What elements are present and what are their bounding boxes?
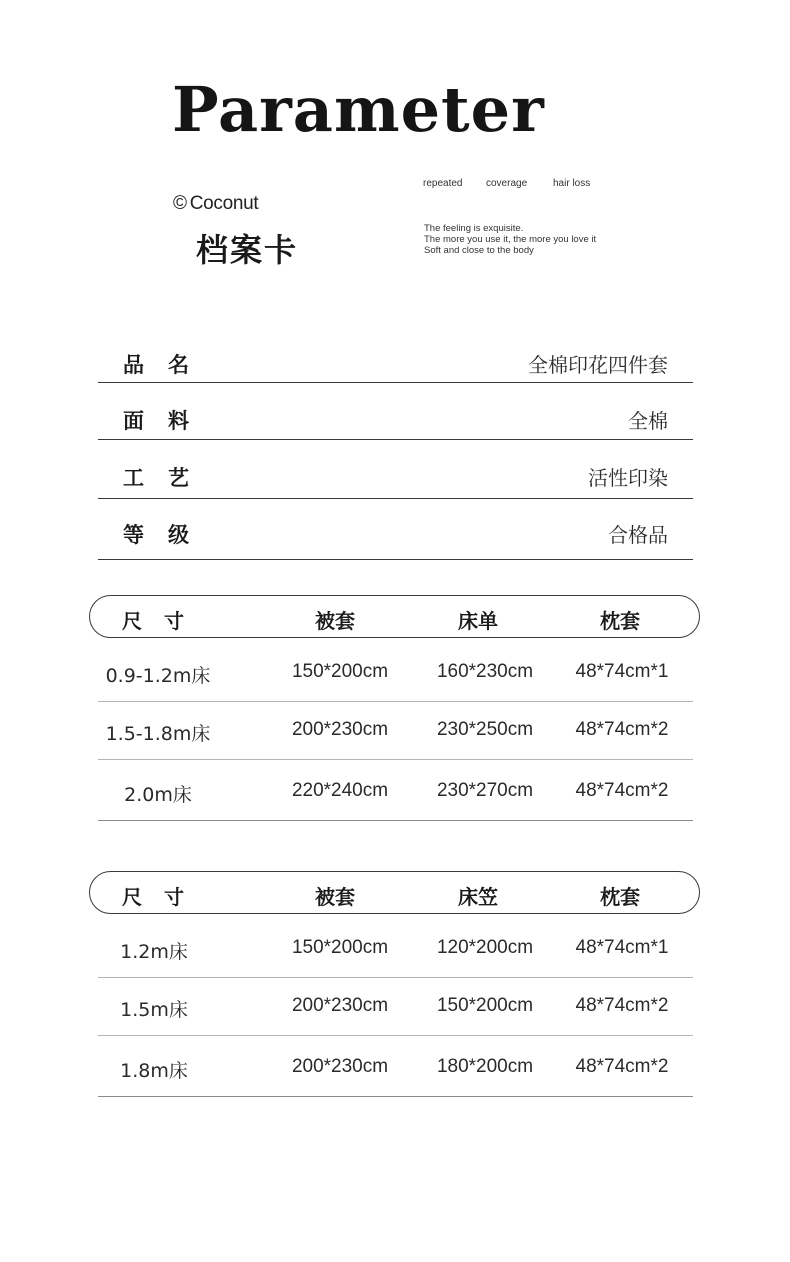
table1-cell-pillow: 48*74cm*1 — [575, 661, 669, 682]
row-divider — [98, 977, 693, 978]
table1-cell-sheet: 230*270cm — [436, 780, 534, 801]
table1-cell-pillow: 48*74cm*2 — [575, 780, 669, 801]
card-title: 档案卡 — [196, 231, 299, 269]
param-label: 品名 — [123, 353, 213, 377]
row-divider — [98, 701, 693, 702]
table2-cell-fitted-sheet: 150*200cm — [436, 995, 534, 1016]
table1-header — [89, 595, 700, 638]
param-value: 活性印染 — [588, 466, 668, 490]
copyright-icon: © — [173, 193, 187, 214]
table2-header-pillow: 枕套 — [600, 885, 640, 909]
table1-header-duvet: 被套 — [315, 609, 355, 633]
tag-hair-loss: hair loss — [553, 178, 591, 189]
table2-cell-size: 1.8m床 — [120, 1060, 188, 1082]
param-row-name — [98, 340, 693, 383]
table2-cell-duvet: 200*230cm — [291, 1056, 389, 1077]
tagline-line-1: The feeling is exquisite. — [424, 223, 524, 234]
brand-name: Coconut — [189, 193, 259, 214]
table1-cell-duvet: 150*200cm — [291, 661, 389, 682]
table2-cell-pillow: 48*74cm*1 — [575, 937, 669, 958]
row-divider — [98, 820, 693, 821]
row-divider — [98, 1035, 693, 1036]
param-value: 合格品 — [608, 523, 668, 547]
tag-coverage: coverage — [486, 178, 528, 189]
tagline — [424, 223, 596, 256]
row-divider — [98, 759, 693, 760]
page-title: Parameter — [172, 73, 545, 146]
table1-cell-sheet: 160*230cm — [436, 661, 534, 682]
tagline-line-2: The more you use it, the more you love it — [424, 234, 597, 245]
table2-cell-duvet: 150*200cm — [291, 937, 389, 958]
table2-header-fitted-sheet: 床笠 — [458, 885, 498, 909]
table1-header-size: 尺寸 — [122, 609, 206, 633]
table2-cell-fitted-sheet: 180*200cm — [436, 1056, 534, 1077]
tagline-line-3: Soft and close to the body — [424, 245, 534, 256]
param-label: 等级 — [123, 523, 213, 547]
table2-cell-pillow: 48*74cm*2 — [575, 1056, 669, 1077]
table2-cell-pillow: 48*74cm*2 — [575, 995, 669, 1016]
row-divider — [98, 1096, 693, 1097]
table1-cell-size: 2.0m床 — [124, 784, 192, 806]
table1-cell-duvet: 200*230cm — [291, 719, 389, 740]
tag-list — [423, 178, 590, 189]
table1-cell-duvet: 220*240cm — [291, 780, 389, 801]
param-value: 全棉 — [628, 409, 668, 433]
table2-cell-fitted-sheet: 120*200cm — [436, 937, 534, 958]
table2-cell-size: 1.2m床 — [120, 941, 188, 963]
table2-header-duvet: 被套 — [315, 885, 355, 909]
param-value: 全棉印花四件套 — [528, 353, 668, 377]
table2-cell-duvet: 200*230cm — [291, 995, 389, 1016]
table2-header — [89, 871, 700, 914]
param-label: 面料 — [123, 409, 213, 433]
tag-repeated: repeated — [423, 178, 463, 189]
param-row-craft — [98, 440, 693, 499]
param-row-grade — [98, 499, 693, 560]
table1-cell-sheet: 230*250cm — [436, 719, 534, 740]
brand — [173, 193, 258, 215]
table1-header-sheet: 床单 — [458, 609, 498, 633]
table2-header-size: 尺寸 — [122, 885, 206, 909]
table1-header-pillow: 枕套 — [600, 609, 640, 633]
param-label: 工艺 — [123, 466, 213, 490]
table2-cell-size: 1.5m床 — [120, 999, 188, 1021]
table1-cell-pillow: 48*74cm*2 — [575, 719, 669, 740]
param-row-fabric — [98, 383, 693, 440]
table1-cell-size: 1.5-1.8m床 — [105, 723, 211, 745]
table1-cell-size: 0.9-1.2m床 — [105, 665, 211, 687]
